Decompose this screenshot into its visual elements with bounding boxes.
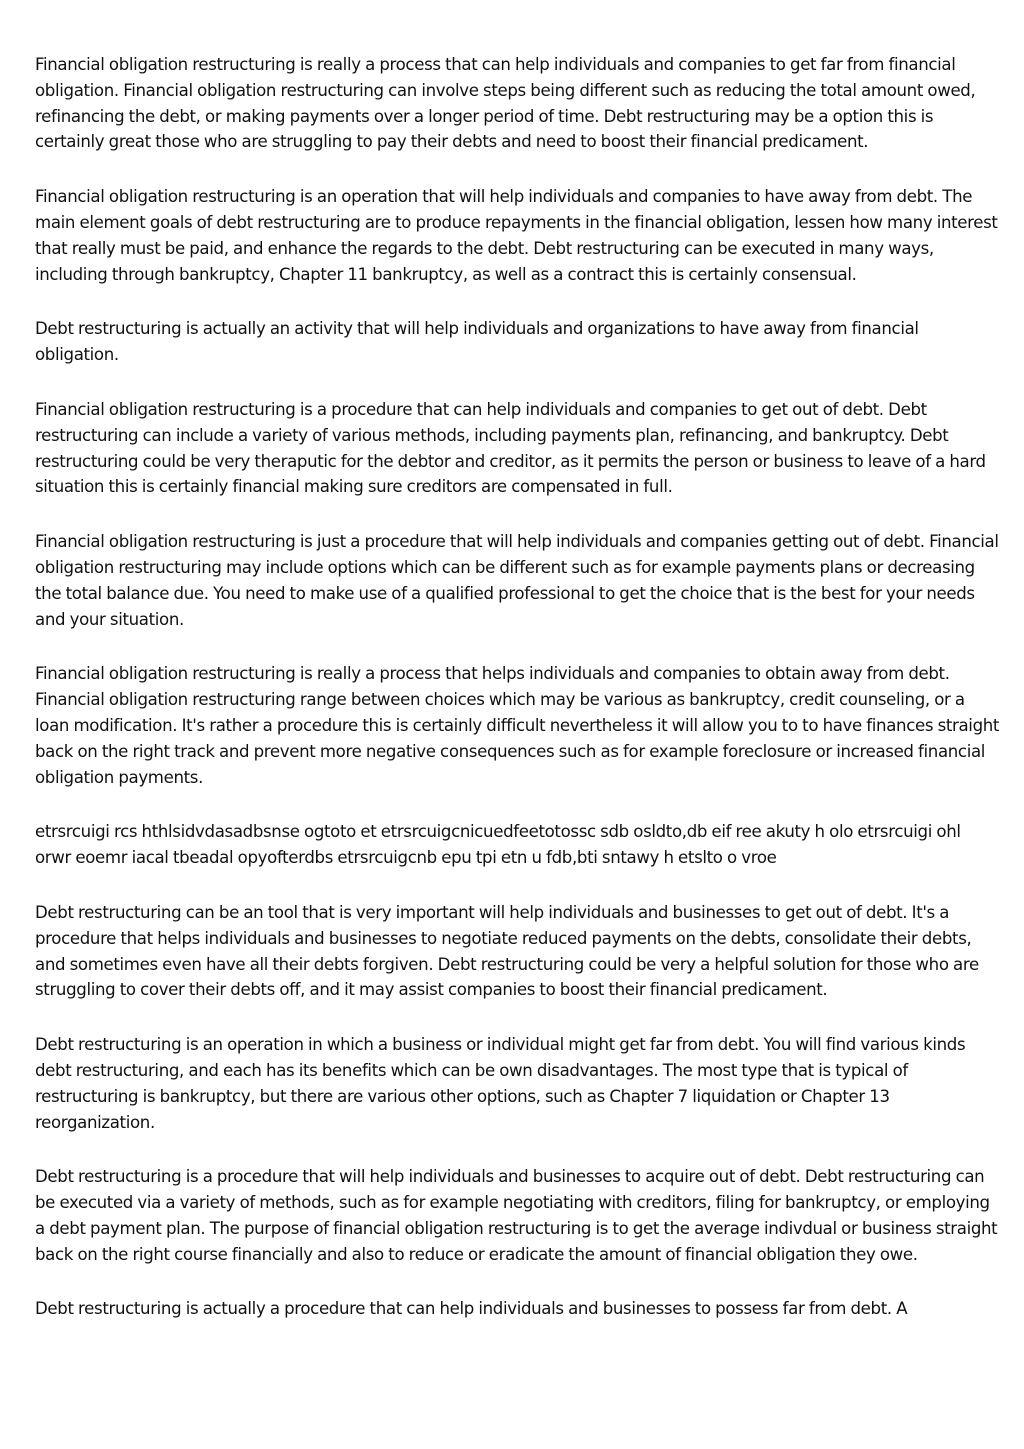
paragraph-1: Financial obligation restructuring is really a process that can help individuals and companies to get far from financial obligation. Financial obligation restructuring can involve steps being different such as reducing the total amount owed, refinancing the debt, or making payments over a longer period of time. Debt restructuring may be a option this is certainly great those who are struggling to pay their debts and need to boost their financial predicament. [35, 55, 976, 152]
document-page [35, 52, 1000, 1351]
paragraph-11: Debt restructuring is actually a procedure that can help individuals and businesses to possess far from debt. A [35, 1299, 908, 1319]
paragraph-9: Debt restructuring is an operation in which a business or individual might get far from debt. You will find various kinds debt restructuring, and each has its benefits which can be own disadvantages. The most type that is typical of restructuring is bankruptcy, but there are various other options, such as Chapter 7 liquidation or Chapter 13 reorganization. [35, 1035, 966, 1132]
paragraph-8: Debt restructuring can be an tool that is very important will help individuals and businesses to get out of debt. It's a procedure that helps individuals and businesses to negotiate reduced payments on the debts, consolidate their debts, and sometimes even have all their debts forgiven. Debt restructuring could be very a helpful solution for those who are struggling to cover their debts off, and it may assist companies to boost their financial predicament. [35, 902, 979, 1000]
paragraph-6: Financial obligation restructuring is really a process that helps individuals and companies to obtain away from debt. Financial obligation restructuring range between choices which may be various as bankruptcy, credit counseling, or a loan modification. It's rather a procedure this is certainly difficult nevertheless it will allow you to to have finances straight back on the right track and prevent more negative consequences such as for example foreclosure or increased financial obligation payments. [35, 664, 1000, 787]
paragraph-4: Financial obligation restructuring is a procedure that can help individuals and companies to get out of debt. Debt restructuring can include a variety of various methods, including payments plan, refinancing, and bankruptcy. Debt restructuring could be very theraputic for the debtor and creditor, as it permits the person or business to leave of a hard situation this is certainly financial making sure creditors are compensated in full. [35, 399, 986, 497]
paragraph-2: Financial obligation restructuring is an operation that will help individuals and companies to have away from debt. The main element goals of debt restructuring are to produce repayments in the financial obligation, lessen how many interest that really must be paid, and enhance the regards to the debt. Debt restructuring can be executed in many ways, including through bankruptcy, Chapter 11 bankruptcy, as well as a contract this is certainly consensual. [35, 187, 998, 284]
paragraph-5: Financial obligation restructuring is just a procedure that will help individuals and companies getting out of debt. Financial obligation restructuring may include options which can be different such as for example payments plans or decreasing the total balance due. You need to make use of a qualified professional to get the choice that is the best for your needs and your situation. [35, 532, 999, 629]
paragraph-3: Debt restructuring is actually an activity that will help individuals and organizations to have away from financial obligation. [35, 319, 919, 365]
paragraph-7: etrsrcuigi rcs hthlsidvdasadbsnse ogtoto et etrsrcuigcnicuedfeetotossc sdb osldto,db eif ree akuty h olo etrsrcuigi ohl orwr eoemr iacal tbeadal opyofterdbs etrsrcuigcnb epu tpi etn u fdb,bti sntawy h etslto o vroe [35, 822, 961, 868]
paragraph-10: Debt restructuring is a procedure that will help individuals and businesses to acquire out of debt. Debt restructuring can be executed via a variety of methods, such as for example negotiating with creditors, filing for bankruptcy, or employing a debt payment plan. The purpose of financial obligation restructuring is to get the average indivdual or business straight back on the right course financially and also to reduce or eradicate the amount of financial obligation they owe. [35, 1167, 998, 1264]
